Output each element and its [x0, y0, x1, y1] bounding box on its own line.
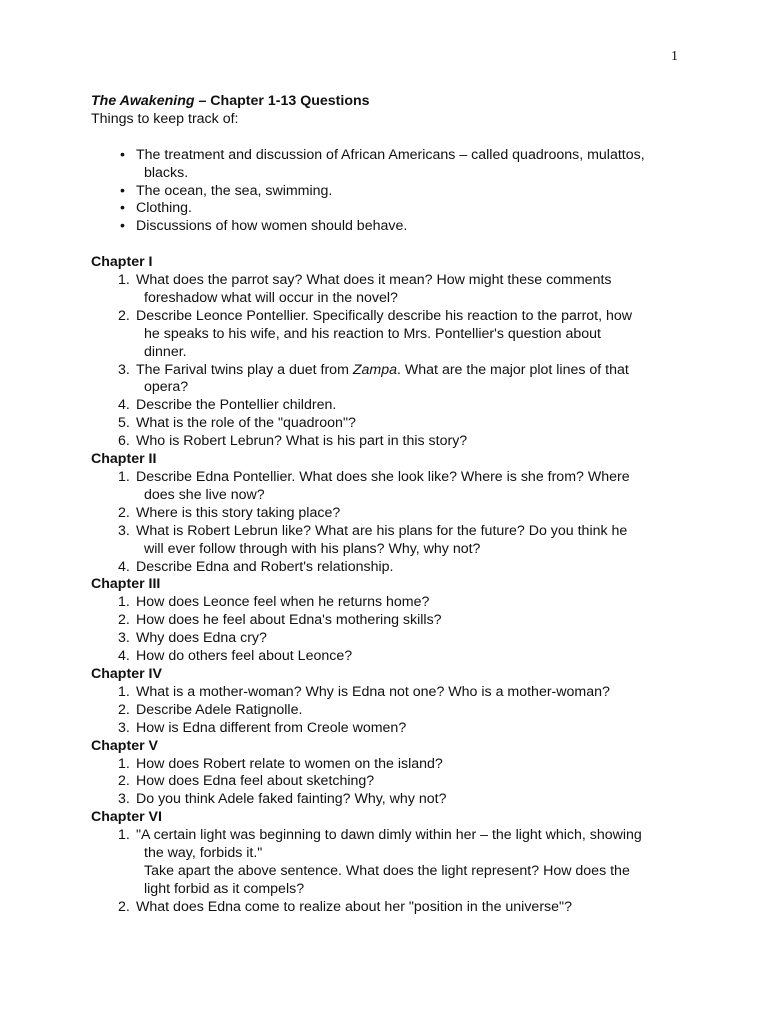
question-text-part: The Farival twins play a duet from — [136, 361, 353, 378]
question-item — [91, 899, 691, 917]
question-text: Where is this story taking place? — [136, 504, 341, 521]
bullet-icon: • — [120, 218, 125, 235]
chapter-heading: Chapter VI — [91, 809, 162, 826]
question-list — [91, 684, 691, 738]
question-text: How does Robert relate to women on the island? — [136, 755, 443, 772]
question-number: 1. — [118, 469, 130, 485]
question-item — [91, 684, 691, 702]
question-text: How is Edna different from Creole women? — [136, 719, 407, 736]
question-number: 1. — [118, 755, 130, 772]
question-number: 3. — [118, 522, 130, 539]
bullet-icon: • — [120, 182, 125, 199]
question-item — [91, 720, 691, 738]
question-list — [91, 827, 691, 917]
track-item-text: Clothing. — [136, 200, 192, 217]
question-item — [91, 702, 691, 720]
question-item — [91, 362, 691, 398]
question-list — [91, 594, 691, 666]
question-item — [91, 630, 691, 648]
question-number: 3. — [118, 791, 130, 808]
question-number: 4. — [118, 558, 130, 575]
question-item — [91, 648, 691, 666]
chapter-heading: Chapter I — [91, 254, 153, 271]
opera-title: Zampa — [352, 361, 397, 378]
title-rest: – Chapter 1-13 Questions — [194, 93, 370, 109]
question-text-cont: Take apart the above sentence. What does the light represent? How does the — [144, 862, 630, 879]
question-number: 2. — [118, 898, 130, 915]
document-title — [91, 93, 691, 111]
question-number: 1. — [118, 594, 130, 611]
question-number: 2. — [118, 773, 130, 790]
question-text-cont: the way, forbids it." — [144, 845, 263, 862]
page-number: 1 — [671, 49, 678, 64]
question-text: What is Robert Lebrun like? What are his plans for the future? Do you think he — [136, 522, 628, 539]
question-item — [91, 594, 691, 612]
question-text-cont: does she live now? — [144, 486, 265, 503]
bullet-icon: • — [120, 146, 125, 163]
spacer — [91, 129, 691, 147]
question-item — [91, 827, 691, 899]
question-item — [91, 756, 691, 774]
track-item-text: The ocean, the sea, swimming. — [136, 182, 333, 199]
question-number: 4. — [118, 648, 130, 665]
question-number: 2. — [118, 612, 130, 629]
question-text: Describe Adele Ratignolle. — [136, 701, 303, 718]
question-text: Why does Edna cry? — [136, 630, 267, 647]
question-text-part: . What are the major plot lines of that — [397, 361, 629, 378]
question-item — [91, 523, 691, 559]
question-number: 5. — [118, 415, 130, 432]
question-item — [91, 415, 691, 433]
question-text: How does he feel about Edna's mothering skills? — [136, 612, 442, 629]
question-item — [91, 397, 691, 415]
track-item-text-cont: blacks. — [144, 164, 189, 181]
question-number: 6. — [118, 433, 130, 450]
question-number: 3. — [118, 630, 130, 647]
question-item — [91, 469, 691, 505]
chapter-heading: Chapter III — [91, 576, 161, 593]
question-number: 3. — [118, 719, 130, 736]
question-list — [91, 756, 691, 810]
bullet-icon: • — [120, 200, 125, 217]
question-item — [91, 505, 691, 523]
chapter-heading: Chapter II — [91, 451, 157, 468]
question-text: "A certain light was beginning to dawn dimly within her – the light which, showing — [136, 827, 642, 844]
question-text — [136, 362, 691, 380]
track-item — [91, 147, 691, 183]
question-item — [91, 433, 691, 451]
question-item — [91, 612, 691, 630]
intro-text: Things to keep track of: — [91, 110, 239, 127]
question-item — [91, 773, 691, 791]
book-title: The Awakening — [91, 93, 195, 109]
question-number: 2. — [118, 504, 130, 521]
track-item-text: Discussions of how women should behave. — [136, 218, 408, 235]
question-number: 2. — [118, 307, 130, 324]
question-number: 1. — [118, 827, 130, 844]
question-text: What is the role of the "quadroon"? — [136, 415, 356, 432]
question-text: Describe Edna and Robert's relationship. — [136, 558, 394, 575]
question-number: 1. — [118, 272, 130, 289]
question-text: Describe the Pontellier children. — [136, 397, 337, 414]
question-text: Describe Edna Pontellier. What does she look like? Where is she from? Where — [136, 469, 630, 485]
track-item — [91, 218, 691, 236]
question-text: What does the parrot say? What does it mean? How might these comments — [136, 272, 612, 289]
document-body — [91, 93, 691, 917]
question-text-cont: light forbid as it compels? — [144, 880, 305, 897]
question-number: 2. — [118, 701, 130, 718]
question-text: How do others feel about Leonce? — [136, 648, 353, 665]
track-item — [91, 183, 691, 201]
question-number: 4. — [118, 397, 130, 414]
question-text-cont: foreshadow what will occur in the novel? — [144, 289, 398, 306]
question-text: Who is Robert Lebrun? What is his part in this story? — [136, 433, 468, 450]
question-list — [91, 272, 691, 451]
track-item — [91, 200, 691, 218]
question-number: 3. — [118, 361, 130, 378]
question-text: How does Leonce feel when he returns home? — [136, 594, 430, 611]
track-item-text: The treatment and discussion of African Americans – called quadroons, mulattos, — [136, 146, 645, 163]
question-number: 1. — [118, 683, 130, 700]
question-text: Describe Leonce Pontellier. Specifically describe his reaction to the parrot, how — [136, 307, 633, 324]
question-list — [91, 469, 691, 576]
question-item — [91, 791, 691, 809]
spacer — [91, 236, 691, 254]
question-item — [91, 308, 691, 362]
question-text: How does Edna feel about sketching? — [136, 773, 375, 790]
question-item — [91, 559, 691, 577]
chapter-heading: Chapter IV — [91, 665, 162, 682]
question-text-cont: will ever follow through with his plans? Why, why not? — [144, 540, 481, 557]
chapter-heading: Chapter V — [91, 737, 159, 754]
question-text: What is a mother-woman? Why is Edna not one? Who is a mother-woman? — [136, 683, 610, 700]
question-text: What does Edna come to realize about her "position in the universe"? — [136, 898, 572, 915]
question-text-cont: he speaks to his wife, and his reaction to Mrs. Pontellier's question about — [144, 325, 601, 342]
question-text-cont: dinner. — [144, 343, 187, 360]
question-text-cont: opera? — [144, 379, 189, 396]
question-text: Do you think Adele faked fainting? Why, why not? — [136, 791, 447, 808]
question-item — [91, 272, 691, 308]
track-list — [91, 147, 691, 237]
